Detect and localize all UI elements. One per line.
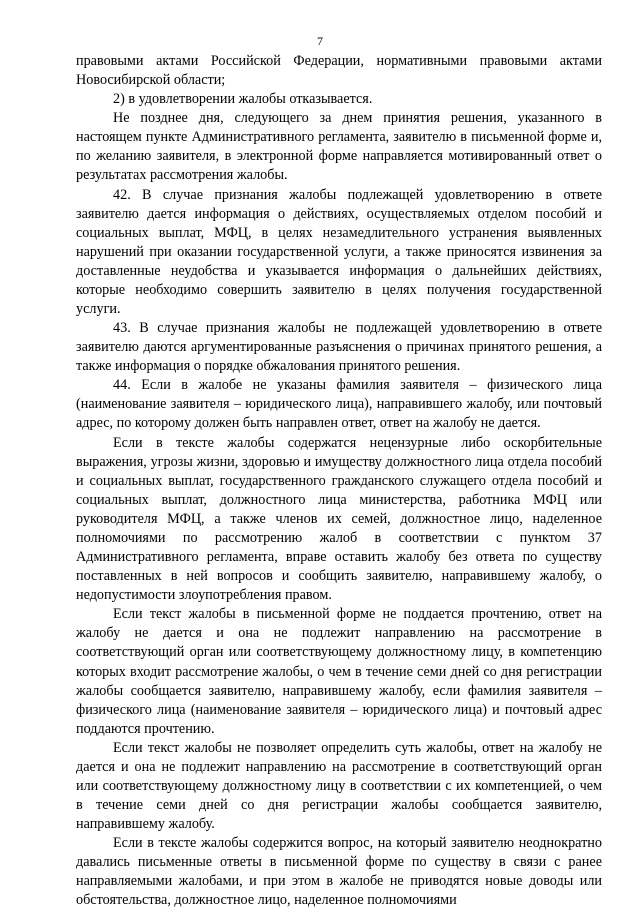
paragraph-undefined-essence: Если текст жалобы не позволяет определить суть жалобы, ответ на жалобу не дается и она не подлежит направлению на рассмотрение в соответствующий орган или соответствующему должностному лицу в соответствии с их компетенцией, о чем в течение семи дней со дня регистрации жалобы сообщается заявителю, направившему жалобу.	[76, 739, 602, 833]
paragraph-response-deadline: Не позднее дня, следующего за днем принятия решения, указанного в настоящем пункте Административного регламента, заявителю в письменной форме и, по желанию заявителя, в электронной форме направляется мотивированный ответ о результатах рассмотрения жалобы.	[76, 110, 602, 184]
paragraph-continuation: правовыми актами Российской Федерации, нормативными правовыми актами Новосибирской области;	[76, 53, 602, 89]
paragraph-repeated-question: Если в тексте жалобы содержится вопрос, на который заявителю неоднократно давались письменные ответы в письменной форме по существу в связи с ранее направляемыми жалобами, и при этом в жалобе не приводятся новые доводы или обстоятельства, должностное лицо, наделенное полномочиями	[76, 835, 602, 909]
paragraph-42: 42. В случае признания жалобы подлежащей удовлетворению в ответе заявителю дается информация о действиях, осуществляемых отделом пособий и социальных выплат, МФЦ, в целях незамедлительного устранения выявленных нарушений при оказании государственной услуги, а также приносятся извинения за доставленные неудобства и указывается информация о дальнейших действиях, которые необходимо совершить заявителю в целях получения государственной услуги.	[76, 186, 602, 318]
paragraph-unreadable-text: Если текст жалобы в письменной форме не поддается прочтению, ответ на жалобу не дается и она не подлежит направлению на рассмотрение в соответствующий орган или соответствующему должностному лицу, в компетенцию которых входит рассмотрение жалобы, о чем в течение семи дней со дня регистрации жалобы сообщается заявителю, направившему жалобу, если фамилия заявителя – физического лица (наименование заявителя – юридического лица) и почтовый адрес поддаются прочтению.	[76, 606, 602, 737]
paragraph-item-2: 2) в удовлетворении жалобы отказывается.	[113, 91, 373, 108]
paragraph-43: 43. В случае признания жалобы не подлежащей удовлетворению в ответе заявителю даются аргументированные разъяснения о причинах принятого решения, а также информация о порядке обжалования принятого решения.	[76, 320, 602, 375]
paragraph-44: 44. Если в жалобе не указаны фамилия заявителя – физического лица (наименование заявителя – юридического лица), направившего жалобу, или почтовый адрес, по которому должен быть направлен ответ, ответ на жалобу не дается.	[76, 377, 602, 432]
page-number: 7	[317, 34, 323, 48]
document-body	[76, 52, 602, 911]
paragraph-obscene-content: Если в тексте жалобы содержатся нецензурные либо оскорбительные выражения, угрозы жизни, здоровью и имуществу должностного лица отдела пособий и социальных выплат, государственного гражданского служащего отдела пособий и социальных выплат, должностного лица министерства, работника МФЦ или руководителя МФЦ, а также членов их семей, должностное лицо, наделенное полномочиями по рассмотрению жалоб в соответствии с пунктом 37 Административного регламента, вправе оставить жалобу без ответа по существу поставленных в ней вопросов и сообщить заявителю, направившему жалобу, о недопустимости злоупотребления правом.	[76, 434, 602, 604]
